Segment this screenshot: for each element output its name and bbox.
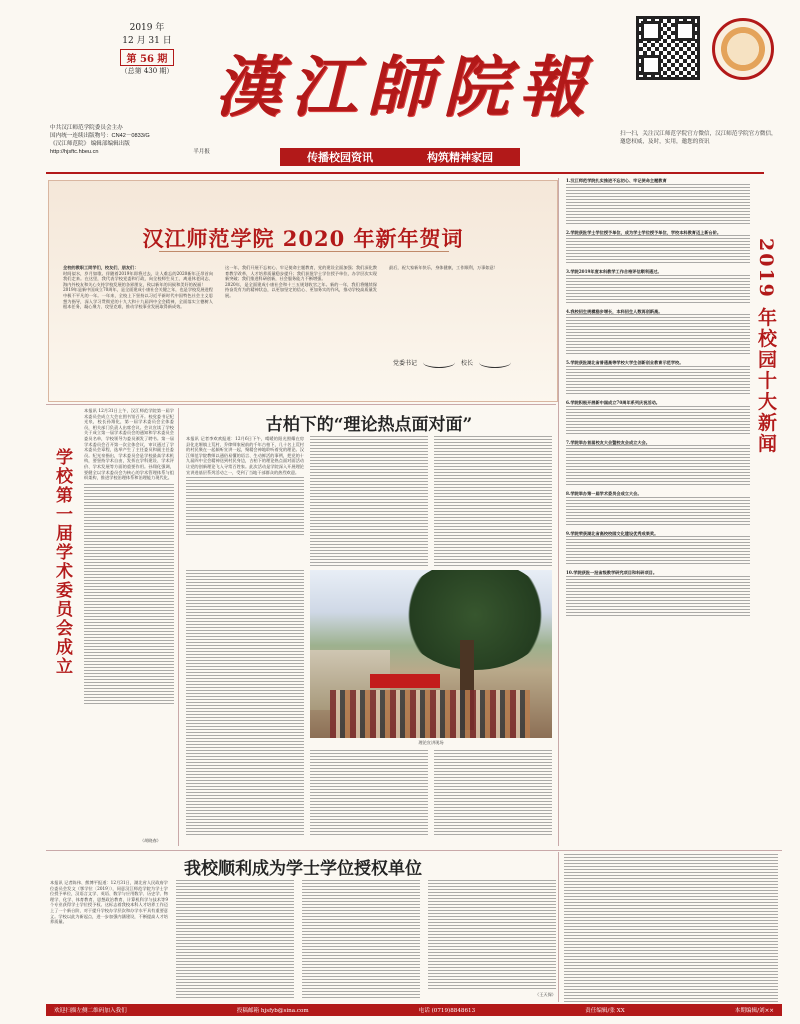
qr-code-icon	[636, 16, 700, 80]
issue-info	[112, 20, 182, 140]
greeting-p3: 这一年，我们开展不忘初心、牢记使命主题教育，党的建设全面加强；我们深化教育教学改革，人才培养质量稳步提升；我们获批学士学位授予单位，办学层次实现新突破；我们推进科研创新，社会服务能力不断增强。	[225, 265, 377, 282]
academic-committee-headline: 学校第一届学术委员会成立	[52, 448, 72, 676]
footer-layout: 本期编辑/刘××	[734, 1008, 774, 1014]
footer-email: 投稿邮箱 hjsfyb@sina.com	[236, 1008, 309, 1014]
greeting-p5: 最后，祝大家新年快乐，身体健康，工作顺利，万事如意！	[389, 265, 498, 270]
footer-bar	[46, 1004, 782, 1016]
news-item	[566, 531, 750, 567]
news-item	[566, 360, 750, 396]
news-item	[566, 400, 750, 436]
masthead	[0, 0, 800, 170]
top-ten-list	[566, 178, 750, 844]
greeting-p4: 2020年，是全面建成小康社会和十三五规划收官之年。新的一年，我们将继续保持奋发有为的精神状态，以更加坚定的信心、更加务实的作风，推动学校高质量发展。	[225, 281, 377, 298]
footer-phone: 电话 (0719)8848613	[418, 1008, 476, 1014]
masthead-rule	[46, 172, 764, 174]
news-item	[566, 570, 750, 618]
news-item	[566, 178, 750, 226]
editor-line: 《汉江师范院》 编辑部编辑出版	[50, 141, 130, 147]
news-item-body	[566, 275, 750, 305]
news-item-text: 5.学院获批湖北省普通高等学校大学生创新创业教育示范学校。	[566, 360, 684, 366]
degree-author: （王天保）	[535, 992, 556, 997]
theory-col2b	[310, 750, 428, 836]
cn-line: 国内统一连续出版物号：CN42－0833/G	[50, 133, 150, 139]
news-item-text: 4.我校招生规模稳步增长，本科招生人数再创新高。	[566, 308, 663, 314]
news-item-body	[566, 366, 750, 396]
greeting-p1: 时间似水，岁月如歌。伴随着2019年即将过去，让人难忘的2020新年正昂首向我们走来。在这里，我代表学校党委和行政，向全校师生员工、离退休老同志、海内外校友和关心支持学校发展的各界朋友，致以新年的问候和美好的祝福！	[63, 270, 213, 287]
news-item-text: 10.学院获批一批省级教学研究项目和科研项目。	[566, 570, 658, 576]
theory-photo	[310, 570, 552, 738]
issue-total: （总第 430 期）	[120, 67, 174, 75]
news-item-body	[566, 235, 750, 265]
theory-col3	[434, 436, 552, 566]
slogan-bar	[280, 148, 520, 166]
college-logo-icon	[712, 18, 774, 80]
theory-col3b	[434, 750, 552, 836]
signature-president-label: 校长	[461, 360, 474, 367]
news-item-body	[566, 184, 750, 226]
academic-committee-author: （胡晓春）	[140, 838, 161, 843]
top-ten-news	[562, 178, 780, 844]
slogan-right: 构筑精神家园	[427, 151, 493, 164]
greeting-signatures	[393, 357, 543, 368]
issue-date: 12 月 31 日	[122, 36, 172, 46]
theory-col1: 本报讯 记者李欢欢报道：12月6日下午，晴暖的阳光照耀在房县化龙堰镇上荒村，乔律师家屋前的千年古柏下，几十名上荒村的村民聚在一起倾听宣讲一起，聚精会神地聆听着党的理论。汉江师范学院教师以通俗易懂的语言、生动鲜活的事例，把党的十九届四中全会精神送到村民身边，古柏下的理论热点面对面活动让党的创新理论飞入寻常百姓家。此次活动是学院深入开展理论宣讲进基层系列活动之一，受到了当地干部群众的热烈欢迎。	[186, 436, 304, 566]
news-item-text: 3.学院2019年度本科教学工作合格评估顺利通过。	[566, 269, 662, 275]
news-item	[566, 309, 750, 357]
greeting-col1	[63, 265, 213, 377]
news-item	[566, 491, 750, 527]
theory-col1b	[186, 570, 304, 836]
qr-caption: 扫一扫，关注汉江师范学院官方微信，汉江师范学院官方微信，邀您权威，及时，实用，邀您的资讯	[620, 131, 777, 145]
news-item	[566, 440, 750, 488]
news-item-text: 6.学院积极开展新中国成立70周年系列庆祝活动。	[566, 399, 660, 405]
greeting-col2	[225, 265, 377, 377]
greeting-ornament	[159, 251, 449, 252]
publisher-info	[50, 124, 210, 156]
degree-col3	[302, 880, 420, 1000]
academic-committee-body: 本报讯 12月31日上午，汉江师范学院第一届学术委员会成立大会在图书馆召开。校党委书记纪光泉，校长孙翔化，第一届学术委员会全体委员，相关部门负责人出席会议。会议宣读了学校关于成立第一届学术委员会的通知和学术委员会委员名单，学校领导为委员颁发了聘书。第一届学术委员会召开第一次全体会议，审议通过了学术委员会章程，选举产生了主任委员和副主任委员。纪光泉指出，学术委员会是学校最高学术机构，要坚持学术自由，发挥在学科建设、学术评价、学术发展等方面的重要作用。孙翔化强调，要健全以学术委员会为核心的学术管理体系与组织架构，推进学校治理体系和治理能力现代化。	[84, 408, 174, 836]
news-item-body	[566, 497, 750, 527]
issue-number: 第 56 期	[120, 49, 174, 66]
news-item	[566, 269, 750, 305]
theory-col2	[310, 436, 428, 566]
theory-photo-caption: 理论宣讲现场	[418, 740, 444, 745]
top-ten-headline: 2019 年校园十大新闻	[755, 238, 777, 455]
news-item-text: 2.学院获批学士学位授予单位，成为学士学位授予单位，学校本科教育迈上新台阶。	[566, 229, 722, 235]
news-item-text: 1.汉江师范学院扎实推进不忘初心、牢记使命主题教育	[566, 178, 667, 183]
signature-party-label: 党委书记	[393, 360, 418, 367]
news-item-body	[566, 406, 750, 436]
theory-article	[182, 408, 556, 848]
footer-editor: 责任编辑/张 XX	[585, 1008, 625, 1014]
signature-party-icon	[423, 357, 455, 368]
degree-col4	[428, 880, 556, 990]
news-item-body	[566, 536, 750, 566]
degree-article	[48, 854, 558, 1002]
issue-year: 2019 年	[129, 23, 165, 33]
news-item-body	[566, 576, 750, 618]
half-month-label: 半月报	[193, 149, 210, 155]
greeting-col3	[389, 265, 543, 345]
signature-president-icon	[479, 357, 511, 368]
academic-committee-article	[48, 408, 176, 848]
greeting-p2: 2019年是新中国成立70周年，是全面建成小康社会关键之年，也是学校发展进程中极不平凡的一年。一年来，全校上下坚持以习近平新时代中国特色社会主义思想为指导，深入学习贯彻党的十九大和十九届四中全会精神，全面落实立德树人根本任务，凝心聚力、攻坚克难，推动学校事业发展取得新成效。	[63, 287, 213, 310]
theory-headline: 古柏下的“理论热点面对面”	[265, 415, 473, 435]
news-item	[566, 230, 750, 266]
website-url: http://hjsftc.hbeu.cn	[50, 149, 99, 155]
footer-left: 欢迎扫描左侧二维码加入我们	[54, 1008, 127, 1014]
publisher-line: 中共汉江师范学院委员会主办	[50, 125, 123, 131]
news-item-text: 8.学院举办第一届学术委员会成立大会。	[566, 491, 642, 497]
slogan-left: 传播校园资讯	[307, 151, 373, 164]
degree-col2	[176, 880, 294, 1000]
degree-headline: 我校顺利成为学士学位授权单位	[184, 859, 422, 879]
news-item-body	[566, 314, 750, 356]
right-bottom-text	[564, 854, 778, 1002]
greeting-title: 汉江师范学院 2020 年新年贺词	[142, 226, 464, 251]
greeting-box	[48, 180, 558, 402]
degree-col1: 本报讯 记者陈伟、熊博平报道：12月31日，湖北省人民政府学位委员会发文（鄂学位〔2019〕），同意汉江师范学院为学士学位授予单位，汉语言文学、英语、数学与应用数学、历史学、物理学、化学、体育教育、思想政治教育、计算机科学与技术等9个专业获得学士学位授予权。这标志着我校本科人才培养工作迈上了一个新台阶，对于提升学校办学层次和办学水平具有重要意义。学校以此为新起点，进一步加强内涵建设，不断提高人才培养质量。	[50, 880, 168, 925]
news-item-body	[566, 445, 750, 487]
news-item-text: 9.学院荣获湖北省高校校园文化建设优秀成果奖。	[566, 530, 659, 536]
newspaper-title: 漢江師院報	[215, 48, 595, 126]
greeting-salutation: 全校的教职工同学们，校友们，朋友们：	[63, 265, 139, 270]
news-item-text: 7.学院举办首届校友大会暨校友会成立大会。	[566, 439, 650, 445]
